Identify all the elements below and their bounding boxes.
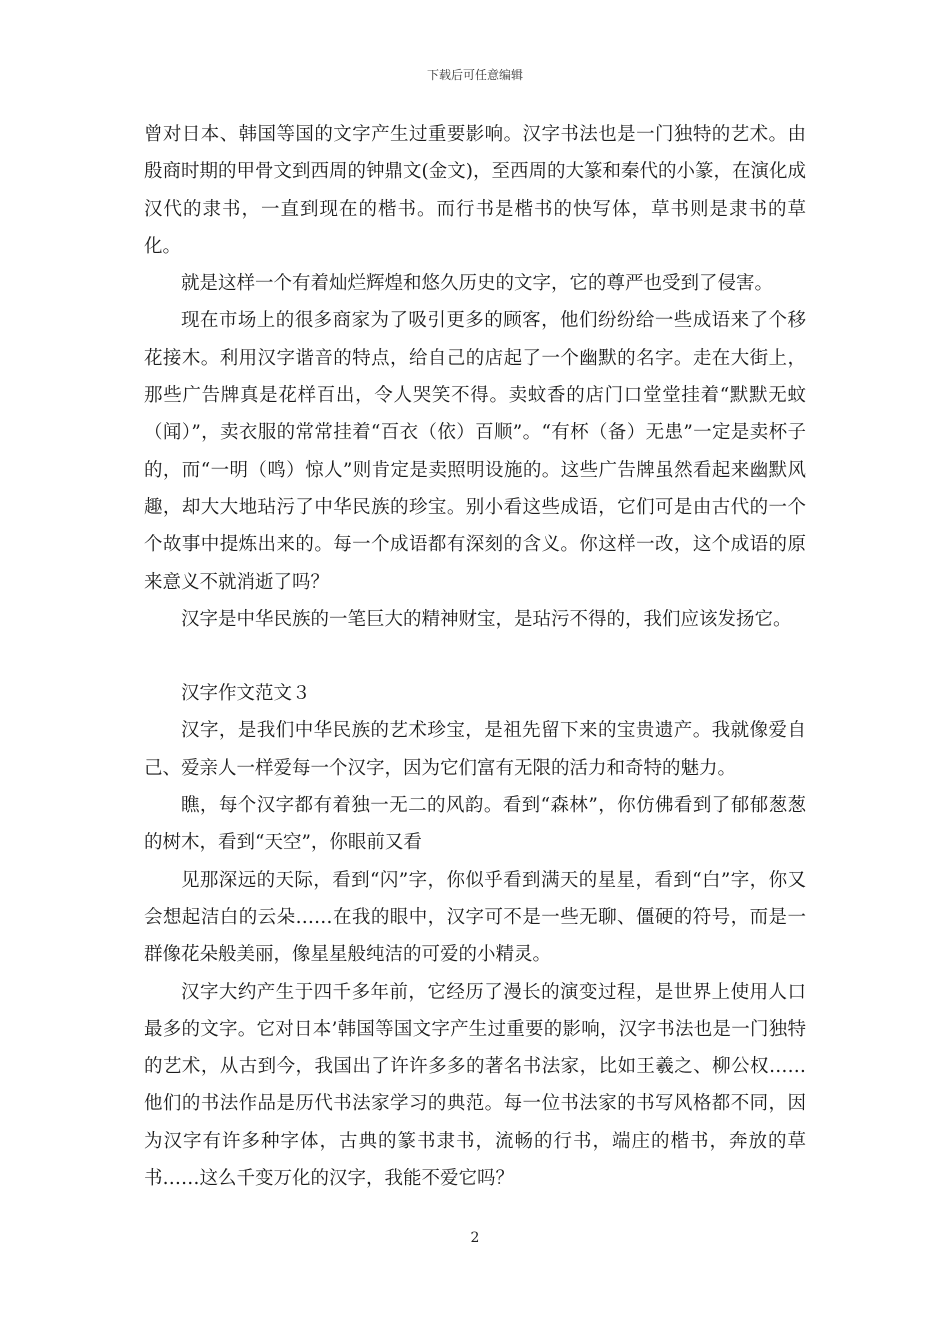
paragraph: 就是这样一个有着灿烂辉煌和悠久历史的文字，它的尊严也受到了侵害。	[181, 273, 774, 295]
paragraph-gap	[144, 638, 806, 675]
paragraph: 汉字是中华民族的一笔巨大的精神财宝，是玷污不得的，我们应该发扬它。	[181, 608, 792, 630]
document-body	[144, 116, 806, 1197]
page-number: 2	[470, 1230, 480, 1246]
page-header: 下载后可任意编辑	[426, 68, 523, 82]
paragraph: 曾对日本、韩国等国的文字产生过重要影响。汉字书法也是一门独特的艺术。由殷商时期的甲骨文到西周的钟鼎文(金文)，至西周的大篆和秦代的小篆，在演化成汉代的隶书，一直到现在的楷书。而行书是楷书的快写体，草书则是隶书的草化。	[144, 124, 806, 257]
paragraph: 现在市场上的很多商家为了吸引更多的顾客，他们纷纷给一些成语来了个移花接木。利用汉字谐音的特点，给自己的店起了一个幽默的名字。走在大街上，那些广告牌真是花样百出，令人哭笑不得。卖蚊香的店门口堂堂挂着“默默无蚊（闻）”，卖衣服的常常挂着“百衣（依）百顺”。“有杯（备）无患”一定是卖杯子的，而“一明（鸣）惊人”则肯定是卖照明设施的。这些广告牌虽然看起来幽默风趣，却大大地玷污了中华民族的珍宝。别小看这些成语，它们可是由古代的一个个故事中提炼出来的。每一个成语都有深刻的含义。你这样一改，这个成语的原来意义不就消逝了吗？	[144, 310, 806, 593]
paragraph: 瞧，每个汉字都有着独一无二的风韵。看到“森林”，你仿佛看到了郁郁葱葱的树木，看到“天空”，你眼前又看	[144, 795, 806, 854]
paragraph: 见那深远的天际，看到“闪”字，你似乎看到满天的星星，看到“白”字，你又会想起洁白的云朵……在我的眼中，汉字可不是一些无聊、僵硬的符号，而是一群像花朵般美丽，像星星般纯洁的可爱的小精灵。	[144, 869, 806, 966]
paragraph: 汉字大约产生于四千多年前，它经历了漫长的演变过程，是世界上使用人口最多的文字。它对日本’韩国等国文字产生过重要的影响，汉字书法也是一门独特的艺术，从古到今，我国出了许许多多的著名书法家，比如王羲之、柳公权……他们的书法作品是历代书法家学习的典范。每一位书法家的书写风格都不同，因为汉字有许多种字体，古典的篆书隶书，流畅的行书，端庄的楷书，奔放的草书……这么千变万化的汉字，我能不爱它吗？	[144, 981, 806, 1190]
section-title: 汉字作文范文３	[181, 683, 311, 705]
paragraph: 汉字，是我们中华民族的艺术珍宝，是祖先留下来的宝贵遗产。我就像爱自己、爱亲人一样爱每一个汉字，因为它们富有无限的活力和奇特的魅力。	[144, 720, 806, 779]
